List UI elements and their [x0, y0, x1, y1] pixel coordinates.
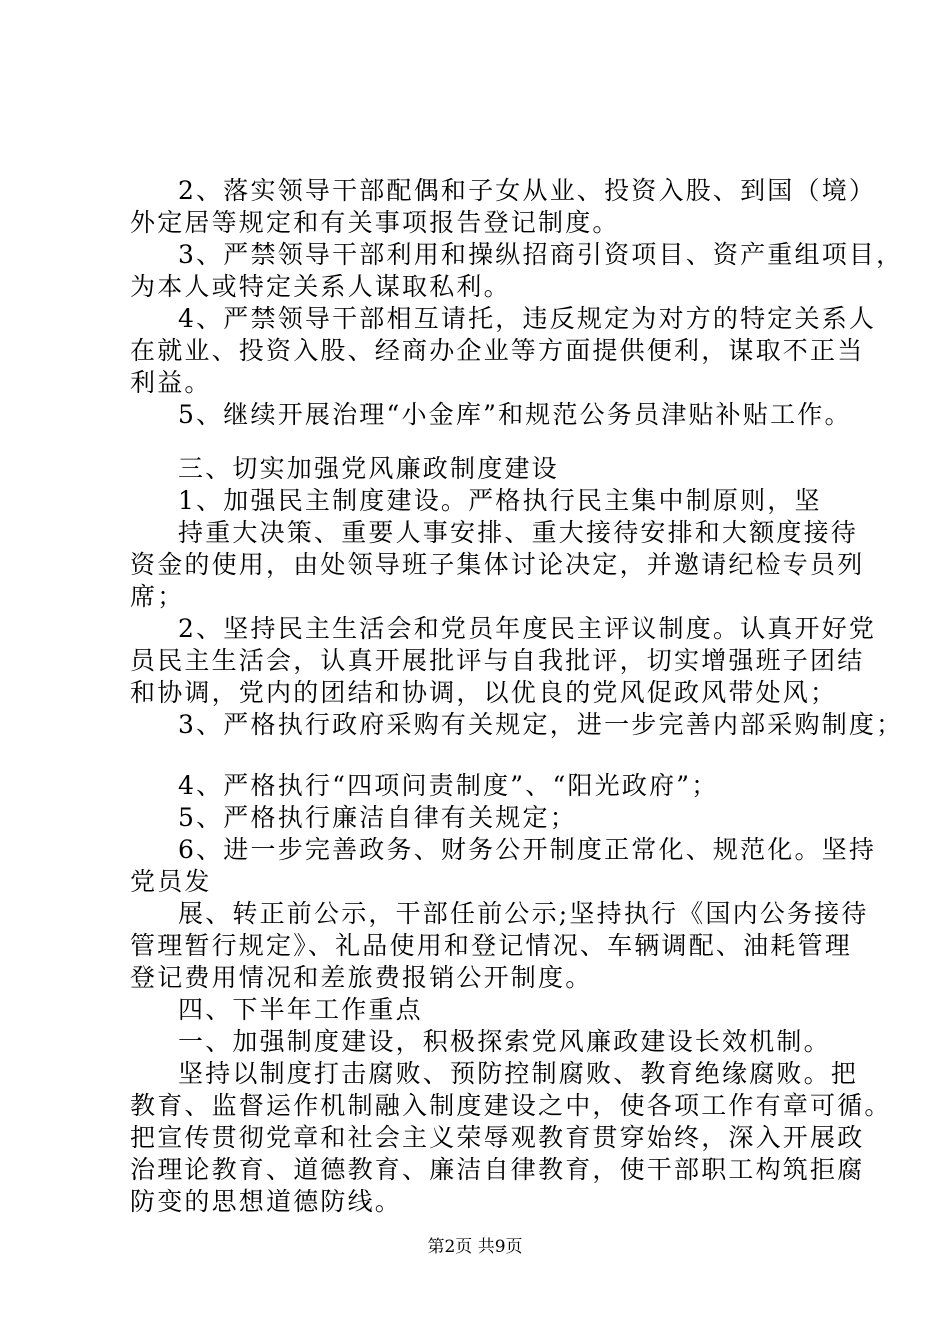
text-line: 党员发	[130, 867, 212, 896]
text-line: 4、严格执行“四项问责制度”、“阳光政府”；	[178, 771, 719, 800]
text-line: 5、严格执行廉洁自律有关规定；	[178, 803, 577, 832]
text-line: 4、严禁领导干部相互请托，违反规定为对方的特定关系人	[178, 304, 877, 333]
text-line: 教育、监督运作机制融入制度建设之中，使各项工作有章可循。	[130, 1091, 892, 1120]
text-line: 3、严禁领导干部利用和操纵招商引资项目、资产重组项目，	[178, 240, 904, 269]
text-line: 展、转正前公示，干部任前公示;坚持执行《国内公务接待	[178, 899, 869, 928]
section-heading: 四、下半年工作重点	[178, 995, 423, 1024]
text-line: 在就业、投资入股、经商办企业等方面提供便利，谋取不正当	[130, 336, 865, 365]
text-line: 把宣传贯彻党章和社会主义荣辱观教育贯穿始终，深入开展政	[130, 1123, 865, 1152]
text-line: 6、进一步完善政务、财务公开制度正常化、规范化。坚持	[178, 835, 877, 864]
text-line: 治理论教育、道德教育、廉洁自律教育，使干部职工构筑拒腐	[130, 1155, 865, 1184]
text-line: 1、加强民主制度建设。严格执行民主集中制原则，坚	[178, 486, 822, 515]
text-line: 2、坚持民主生活会和党员年度民主评议制度。认真开好党	[178, 614, 877, 643]
text-line: 一、加强制度建设，积极探索党风廉政建设长效机制。	[178, 1027, 831, 1056]
text-line: 5、继续开展治理“小金库”和规范公务员津贴补贴工作。	[178, 400, 852, 429]
text-line: 坚持以制度打击腐败、预防控制腐败、教育绝缘腐败。把	[178, 1059, 859, 1088]
text-line: 外定居等规定和有关事项报告登记制度。	[130, 208, 620, 237]
text-line: 席；	[130, 582, 185, 611]
text-line: 为本人或特定关系人谋取私利。	[130, 272, 511, 301]
text-line: 利益。	[130, 368, 212, 397]
text-line: 管理暂行规定》、礼品使用和登记情况、车辆调配、油耗管理	[130, 931, 852, 960]
text-line: 员民主生活会，认真开展批评与自我批评，切实增强班子团结	[130, 646, 865, 675]
text-line: 资金的使用，由处领导班子集体讨论决定，并邀请纪检专员列	[130, 550, 865, 579]
text-line: 3、严格执行政府采购有关规定，进一步完善内部采购制度；	[178, 710, 904, 739]
text-line: 持重大决策、重要人事安排、重大接待安排和大额度接待	[178, 518, 859, 547]
page-number: 第2页 共9页	[427, 1237, 523, 1257]
text-line: 防变的思想道德防线。	[130, 1187, 403, 1216]
text-line: 2、落实领导干部配偶和子女从业、投资入股、到国（境）	[178, 176, 877, 205]
section-heading: 三、切实加强党风廉政制度建设	[178, 454, 559, 483]
text-line: 登记费用情况和差旅费报销公开制度。	[130, 963, 593, 992]
text-line: 和协调，党内的团结和协调，以优良的党风促政风带处风；	[130, 678, 838, 707]
